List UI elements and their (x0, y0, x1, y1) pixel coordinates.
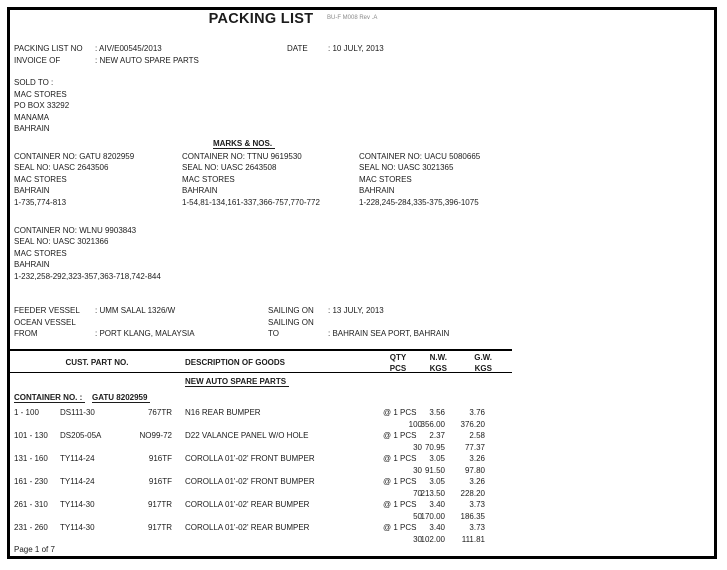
seal-no: SEAL NO: UASC 2643506 (14, 163, 109, 172)
total-nw: 102.00 (420, 534, 445, 544)
goods-section-title-text: NEW AUTO SPARE PARTS (185, 377, 289, 387)
seal-no: SEAL NO: UASC 3021366 (14, 237, 109, 246)
unit-gw: 3.73 (469, 500, 485, 509)
col-header-description: DESCRIPTION OF GOODS (185, 358, 286, 367)
description: COROLLA 01'-02' FRONT BUMPER (185, 477, 315, 486)
table-container-label (14, 393, 85, 403)
part-no: TY114-24 (60, 454, 95, 463)
description: COROLLA 01'-02' FRONT BUMPER (185, 454, 315, 463)
feeder-vessel-label: FEEDER VESSEL (14, 306, 80, 315)
sold-to-label: SOLD TO : (14, 78, 54, 87)
col-header-qty: QTY (389, 352, 407, 362)
part-no: DS205-05A (60, 431, 102, 440)
unit-gw: 3.73 (469, 523, 485, 532)
col-header-gw: G.W. (474, 352, 492, 362)
total-nw: 213.50 (420, 488, 445, 498)
table-container-value (92, 393, 150, 403)
table-subrow (0, 420, 512, 431)
marks-heading-text: MARKS & NOS. (213, 139, 275, 149)
unit-qty: @ 1 PCS (383, 431, 417, 440)
marks-heading (10, 139, 478, 149)
case-ranges: 1-228,245-284,335-375,396-1075 (359, 197, 479, 207)
col-header-nw: N.W. (429, 352, 447, 362)
country: BAHRAIN (14, 186, 50, 195)
part-no: TY114-30 (60, 500, 95, 509)
page-number: Page 1 of 7 (14, 545, 55, 554)
case-range: 1 - 100 (14, 408, 39, 417)
sold-to-line: PO BOX 33292 (14, 101, 70, 110)
description: COROLLA 01'-02' REAR BUMPER (185, 523, 310, 532)
description: COROLLA 01'-02' REAR BUMPER (185, 500, 310, 509)
unit-gw: 3.26 (469, 454, 485, 463)
case-range: 161 - 230 (14, 477, 48, 486)
sailing-on-value: : 13 JULY, 2013 (328, 306, 384, 315)
case-range: 101 - 130 (14, 431, 48, 440)
container-no: CONTAINER NO: TTNU 9619530 (182, 151, 302, 161)
part-code: 917TR (147, 500, 172, 509)
part-no: TY114-30 (60, 523, 95, 532)
total-gw: 77.37 (464, 442, 485, 452)
country: BAHRAIN (359, 186, 395, 195)
qty: 100 (408, 419, 422, 429)
page-title: PACKING LIST (208, 11, 314, 27)
col-header-gw-kgs: KGS (474, 363, 492, 373)
col-header-pcs: PCS (389, 363, 407, 373)
case-range: 131 - 160 (14, 454, 48, 463)
part-no: DS111-30 (60, 408, 95, 417)
form-code: BU-F M008 Rev .A (327, 15, 378, 21)
ocean-vessel-label: OCEAN VESSEL (14, 317, 76, 327)
unit-gw: 3.76 (469, 408, 485, 417)
case-ranges: 1-735,774-813 (14, 197, 67, 207)
qty: 50 (413, 511, 422, 521)
unit-qty: @ 1 PCS (383, 454, 417, 463)
part-code: 916TF (148, 454, 172, 463)
packing-list-no-value: : AIV/E00545/2013 (95, 44, 162, 53)
seal-no: SEAL NO: UASC 3021365 (359, 163, 454, 172)
date-value: : 10 JULY, 2013 (328, 44, 384, 53)
from-value: : PORT KLANG, MALAYSIA (95, 329, 195, 338)
total-gw: 97.80 (464, 465, 485, 475)
unit-nw: 2.37 (429, 431, 445, 440)
case-range: 231 - 260 (14, 523, 48, 532)
unit-qty: @ 1 PCS (383, 477, 417, 486)
table-top-rule (10, 349, 512, 351)
packing-list-no-label: PACKING LIST NO (14, 44, 83, 53)
consignee: MAC STORES (182, 174, 235, 184)
unit-nw: 3.05 (429, 454, 445, 463)
unit-nw: 3.05 (429, 477, 445, 486)
consignee: MAC STORES (359, 174, 412, 184)
total-gw: 111.81 (461, 534, 485, 544)
container-no: CONTAINER NO: UACU 5080665 (359, 151, 481, 161)
table-row (0, 477, 512, 488)
sold-to-line: MAC STORES (14, 89, 67, 99)
qty: 30 (413, 534, 422, 544)
qty: 30 (413, 465, 422, 475)
table-row (0, 408, 512, 419)
container-no: CONTAINER NO: WLNU 9903843 (14, 225, 137, 235)
feeder-vessel-value: : UMM SALAL 1326/W (95, 306, 176, 315)
table-container-value-text: GATU 8202959 (92, 393, 150, 403)
description: N16 REAR BUMPER (185, 408, 261, 417)
unit-gw: 2.58 (469, 431, 485, 440)
from-label: FROM (14, 329, 38, 338)
consignee: MAC STORES (14, 248, 67, 258)
qty: 70 (413, 488, 422, 498)
table-row (0, 454, 512, 465)
part-code: 767TR (147, 408, 172, 417)
table-subrow (0, 535, 512, 546)
total-nw: 70.95 (424, 442, 445, 452)
table-subrow (0, 443, 512, 454)
description: D22 VALANCE PANEL W/O HOLE (185, 431, 309, 440)
col-header-nw-kgs: KGS (429, 363, 447, 373)
goods-section-title (185, 377, 289, 387)
total-nw: 170.00 (420, 511, 445, 521)
date-label: DATE (287, 44, 308, 53)
unit-gw: 3.26 (469, 477, 485, 486)
table-subrow (0, 466, 512, 477)
consignee: MAC STORES (14, 174, 67, 184)
total-gw: 186.35 (460, 511, 485, 521)
total-nw: 356.00 (420, 419, 445, 429)
seal-no: SEAL NO: UASC 2643508 (182, 163, 277, 172)
unit-qty: @ 1 PCS (383, 523, 417, 532)
to-value: : BAHRAIN SEA PORT, BAHRAIN (328, 329, 450, 338)
unit-nw: 3.40 (429, 523, 445, 532)
to-label: TO (268, 329, 279, 338)
sailing-on-label: SAILING ON (268, 306, 314, 315)
table-container-label-text: CONTAINER NO. : (14, 393, 85, 403)
country: BAHRAIN (14, 260, 50, 269)
unit-nw: 3.56 (429, 408, 445, 417)
sold-to-line: BAHRAIN (14, 124, 50, 133)
col-header-cust-part-no: CUST. PART NO. (65, 358, 129, 367)
case-range: 261 - 310 (14, 500, 48, 509)
table-subrow (0, 489, 512, 500)
part-code: 917TR (147, 523, 172, 532)
invoice-of-label: INVOICE OF (14, 55, 61, 65)
container-no: CONTAINER NO: GATU 8202959 (14, 151, 135, 161)
table-row (0, 523, 512, 534)
table-row (0, 500, 512, 511)
table-subrow (0, 512, 512, 523)
country: BAHRAIN (182, 186, 218, 195)
sailing-on-label: SAILING ON (268, 317, 314, 327)
unit-qty: @ 1 PCS (383, 500, 417, 509)
part-code: NO99-72 (139, 431, 172, 440)
unit-qty: @ 1 PCS (383, 408, 417, 417)
unit-nw: 3.40 (429, 500, 445, 509)
table-row (0, 431, 512, 442)
part-code: 916TF (148, 477, 172, 486)
qty: 30 (413, 442, 422, 452)
case-ranges: 1-54,81-134,161-337,366-757,770-772 (182, 197, 320, 207)
case-ranges: 1-232,258-292,323-357,363-718,742-844 (14, 271, 161, 281)
total-gw: 376.20 (460, 419, 485, 429)
part-no: TY114-24 (60, 477, 95, 486)
sold-to-line: MANAMA (14, 112, 50, 122)
total-nw: 91.50 (424, 465, 445, 475)
total-gw: 228.20 (460, 488, 485, 498)
invoice-of-value: : NEW AUTO SPARE PARTS (95, 55, 199, 65)
